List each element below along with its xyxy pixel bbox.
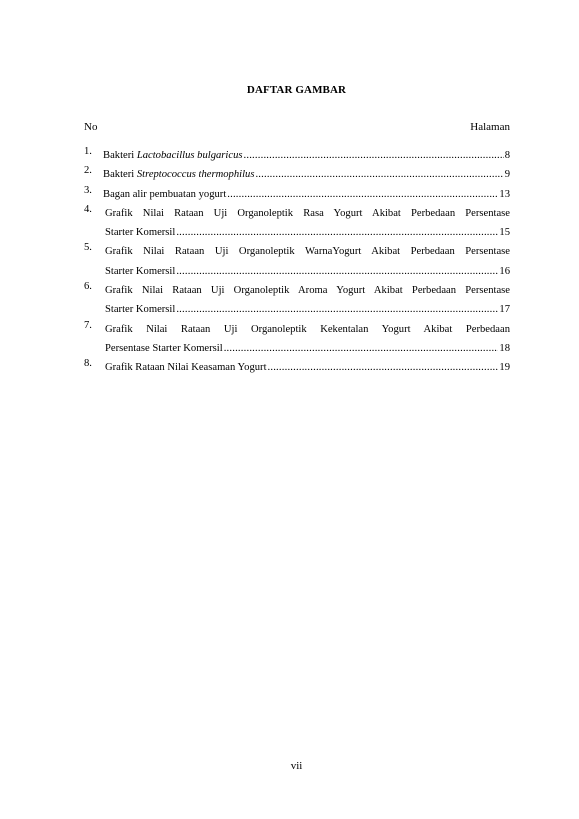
dot-leader <box>244 146 504 165</box>
item-title-line2: Persentase Starter Komersil <box>105 342 223 354</box>
dot-leader <box>268 358 499 377</box>
dot-leader <box>227 185 498 204</box>
column-halaman-label: Halaman <box>470 121 510 133</box>
figure-list <box>84 146 510 378</box>
item-page: 8 <box>504 150 510 161</box>
item-title-line1: Grafik Nilai Rataan Uji Organoleptik Kekentalan Yogurt Akibat Perbedaan <box>105 323 510 335</box>
item-title: Bagan alir pembuatan yogurt <box>103 188 227 200</box>
list-item <box>84 242 510 281</box>
item-page: 17 <box>499 304 510 316</box>
item-number: 6. <box>84 281 92 293</box>
column-no-label: No <box>84 121 98 133</box>
list-item <box>84 320 510 359</box>
list-item <box>84 165 510 184</box>
item-number: 2. <box>84 165 92 177</box>
item-number: 1. <box>84 146 92 157</box>
item-number: 3. <box>84 184 92 196</box>
item-page: 9 <box>504 169 510 181</box>
item-page: 15 <box>499 227 510 239</box>
item-page: 19 <box>499 362 510 374</box>
item-title: Grafik Rataan Nilai Keasaman Yogurt <box>105 362 267 374</box>
item-number: 4. <box>84 203 92 215</box>
dot-leader <box>224 339 499 358</box>
item-number: 7. <box>84 319 92 331</box>
item-number: 8. <box>84 358 92 370</box>
item-title-line2: Starter Komersil <box>105 304 176 316</box>
list-item <box>84 146 510 165</box>
item-number: 5. <box>84 242 92 254</box>
item-title-line1: Grafik Nilai Rataan Uji Organoleptik Rasa Yogurt Akibat Perbedaan Persentase <box>105 207 510 219</box>
item-title-line1: Grafik Nilai Rataan Uji Organoleptik Aroma Yogurt Akibat Perbedaan Persentase <box>105 285 510 297</box>
dot-leader <box>255 165 503 184</box>
list-item <box>84 185 510 204</box>
list-item <box>84 358 510 377</box>
item-title-line1: Grafik Nilai Rataan Uji Organoleptik WarnaYogurt Akibat Perbedaan Persentase <box>105 246 510 258</box>
item-title: Bakteri Lactobacillus bulgaricus <box>103 150 243 161</box>
dot-leader <box>176 262 498 281</box>
item-page: 13 <box>499 188 510 200</box>
page-number: vii <box>290 760 303 772</box>
item-title-line2: Starter Komersil <box>105 265 176 277</box>
item-title-line2: Starter Komersil <box>105 227 176 239</box>
item-title: Bakteri Streptococcus thermophilus <box>103 169 255 181</box>
list-item <box>84 204 510 243</box>
item-page: 16 <box>499 265 510 277</box>
dot-leader <box>176 300 498 319</box>
list-item <box>84 281 510 320</box>
page-title: DAFTAR GAMBAR <box>246 84 347 96</box>
dot-leader <box>176 223 498 242</box>
item-page: 18 <box>499 342 510 354</box>
